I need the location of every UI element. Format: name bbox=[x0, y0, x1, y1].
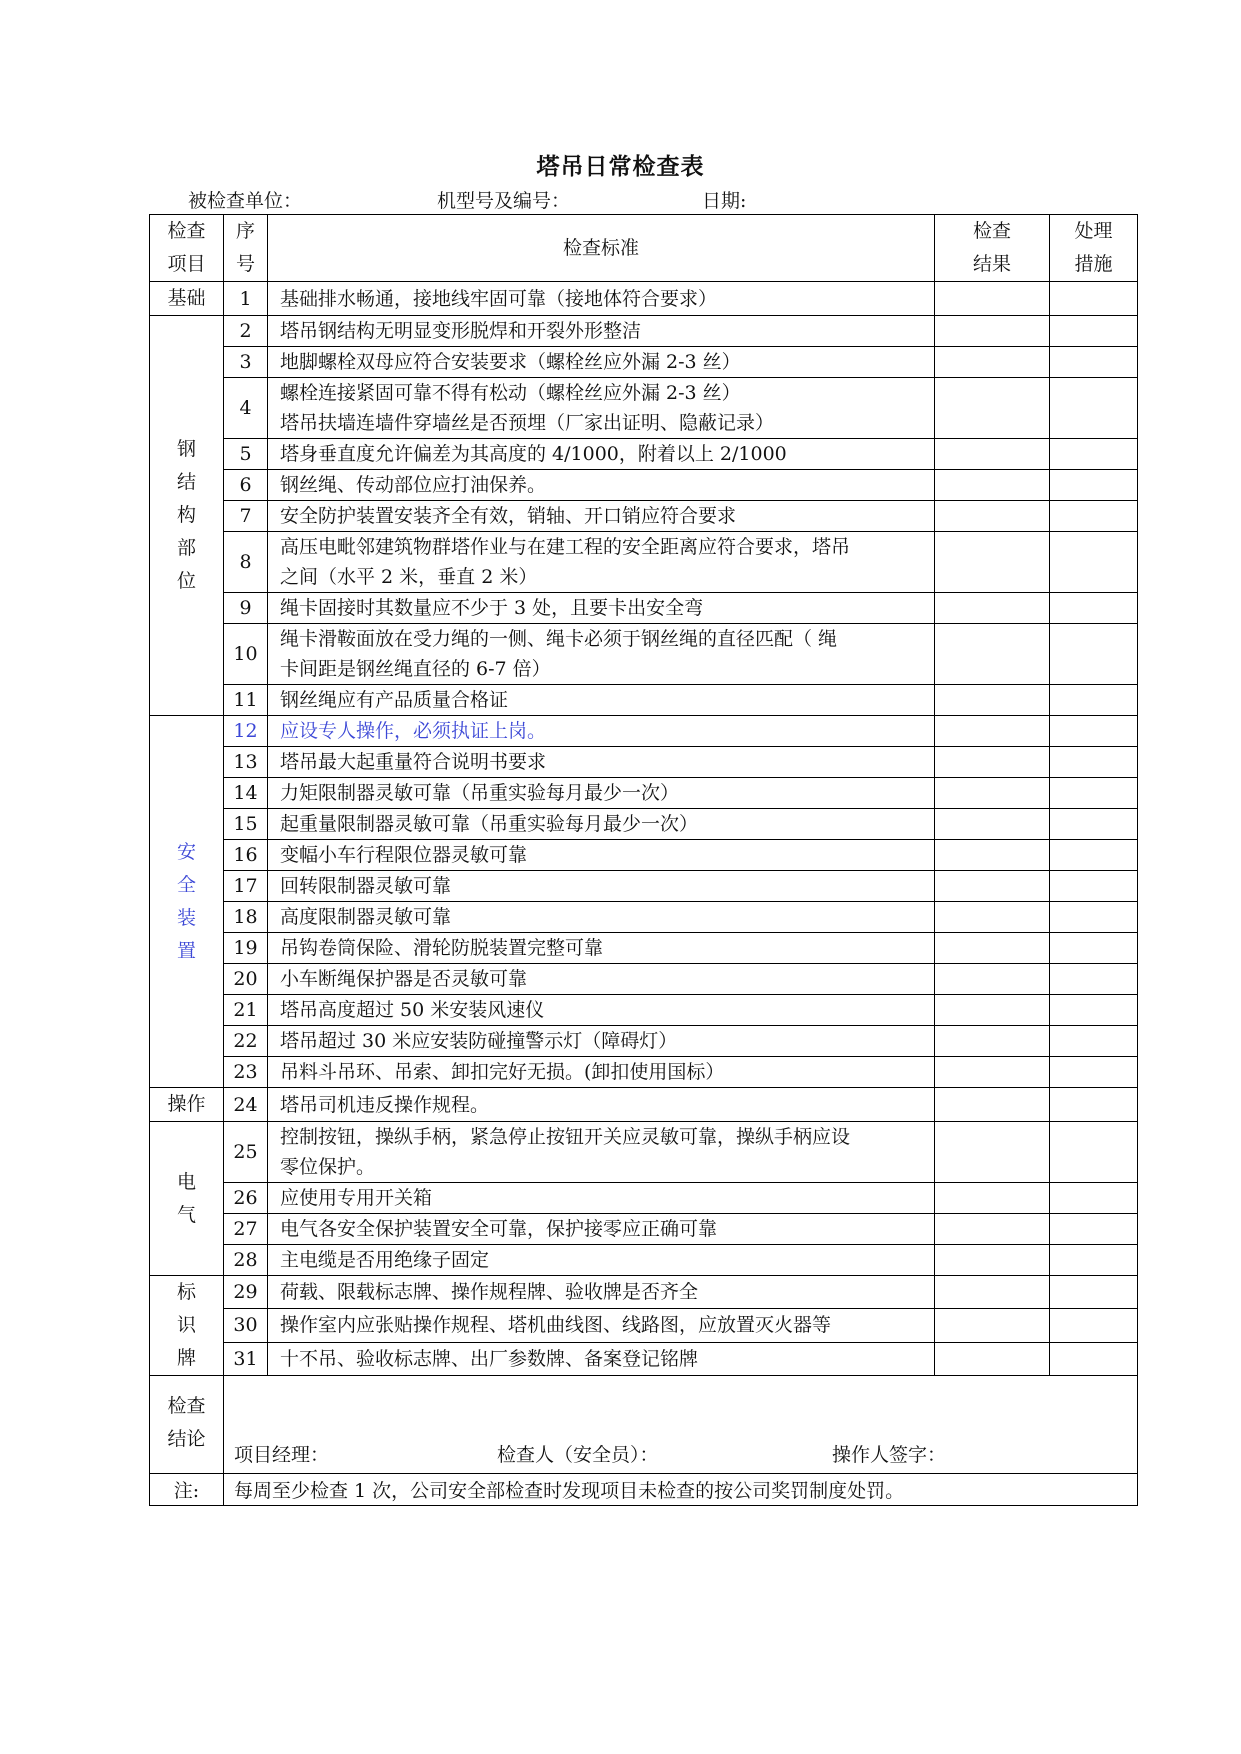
inspection-standard: 操作室内应张贴操作规程、塔机曲线图、线路图，应放置灭火器等 bbox=[268, 1309, 935, 1342]
result-cell[interactable] bbox=[935, 347, 1050, 378]
action-cell[interactable] bbox=[1050, 347, 1138, 378]
inspection-standard: 高压电毗邻建筑物群塔作业与在建工程的安全距离应符合要求，塔吊 之间（水平 2 米，垂直 2 米） bbox=[268, 532, 935, 593]
result-cell[interactable] bbox=[935, 1026, 1050, 1057]
result-cell[interactable] bbox=[935, 470, 1050, 501]
item-number: 31 bbox=[224, 1342, 268, 1375]
result-cell[interactable] bbox=[935, 1122, 1050, 1183]
result-cell[interactable] bbox=[935, 685, 1050, 716]
table-row bbox=[150, 1276, 1138, 1309]
action-cell[interactable] bbox=[1050, 1183, 1138, 1214]
category-cell: 钢 结 构 部 位 bbox=[150, 316, 224, 716]
item-number: 1 bbox=[224, 282, 268, 316]
inspection-standard: 塔吊超过 30 米应安装防碰撞警示灯（障碍灯） bbox=[268, 1026, 935, 1057]
inspector-label: 检查人（安全员）： bbox=[497, 1443, 659, 1466]
table-row bbox=[150, 964, 1138, 995]
result-cell[interactable] bbox=[935, 995, 1050, 1026]
table-row bbox=[150, 747, 1138, 778]
result-cell[interactable] bbox=[935, 1309, 1050, 1342]
inspection-standard: 塔吊最大起重量符合说明书要求 bbox=[268, 747, 935, 778]
category-cell: 基础 bbox=[150, 282, 224, 316]
inspection-standard: 电气各安全保护装置安全可靠，保护接零应正确可靠 bbox=[268, 1214, 935, 1245]
inspection-standard: 高度限制器灵敏可靠 bbox=[268, 902, 935, 933]
item-number: 10 bbox=[224, 624, 268, 685]
action-cell[interactable] bbox=[1050, 470, 1138, 501]
action-cell[interactable] bbox=[1050, 1026, 1138, 1057]
inspection-standard: 绳卡固接时其数量应不少于 3 处，且要卡出安全弯 bbox=[268, 593, 935, 624]
result-cell[interactable] bbox=[935, 933, 1050, 964]
action-cell[interactable] bbox=[1050, 282, 1138, 316]
conclusion-row bbox=[150, 1376, 1138, 1474]
table-row bbox=[150, 316, 1138, 347]
result-cell[interactable] bbox=[935, 964, 1050, 995]
item-number: 27 bbox=[224, 1214, 268, 1245]
action-cell[interactable] bbox=[1050, 685, 1138, 716]
result-cell[interactable] bbox=[935, 593, 1050, 624]
table-row bbox=[150, 1183, 1138, 1214]
table-row bbox=[150, 840, 1138, 871]
item-number: 28 bbox=[224, 1245, 268, 1276]
item-number: 3 bbox=[224, 347, 268, 378]
table-row bbox=[150, 933, 1138, 964]
action-cell[interactable] bbox=[1050, 378, 1138, 439]
table-row bbox=[150, 1057, 1138, 1088]
table-row bbox=[150, 1245, 1138, 1276]
item-number: 9 bbox=[224, 593, 268, 624]
action-cell[interactable] bbox=[1050, 1088, 1138, 1122]
category-cell: 标 识 牌 bbox=[150, 1276, 224, 1376]
action-cell[interactable] bbox=[1050, 778, 1138, 809]
inspection-standard: 回转限制器灵敏可靠 bbox=[268, 871, 935, 902]
inspection-standard: 吊钩卷筒保险、滑轮防脱装置完整可靠 bbox=[268, 933, 935, 964]
inspection-standard: 荷载、限载标志牌、操作规程牌、验收牌是否齐全 bbox=[268, 1276, 935, 1309]
action-cell[interactable] bbox=[1050, 624, 1138, 685]
result-cell[interactable] bbox=[935, 378, 1050, 439]
action-cell[interactable] bbox=[1050, 1214, 1138, 1245]
table-row bbox=[150, 716, 1138, 747]
inspection-standard: 应设专人操作，必须执证上岗。 bbox=[268, 716, 935, 747]
action-cell[interactable] bbox=[1050, 964, 1138, 995]
table-row bbox=[150, 871, 1138, 902]
table-row bbox=[150, 347, 1138, 378]
action-cell[interactable] bbox=[1050, 995, 1138, 1026]
inspection-standard: 控制按钮，操纵手柄，紧急停止按钮开关应灵敏可靠，操纵手柄应设 零位保护。 bbox=[268, 1122, 935, 1183]
model-number-label: 机型号及编号： bbox=[437, 190, 571, 212]
item-number: 6 bbox=[224, 470, 268, 501]
result-cell[interactable] bbox=[935, 624, 1050, 685]
inspection-standard: 基础排水畅通，接地线牢固可靠（接地体符合要求） bbox=[268, 282, 935, 316]
inspection-standard: 安全防护装置安装齐全有效，销轴、开口销应符合要求 bbox=[268, 501, 935, 532]
table-row bbox=[150, 1122, 1138, 1183]
inspection-standard: 绳卡滑鞍面放在受力绳的一侧、绳卡必须于钢丝绳的直径匹配（ 绳 卡间距是钢丝绳直径的 6-7 倍） bbox=[268, 624, 935, 685]
item-number: 12 bbox=[224, 716, 268, 747]
table-row bbox=[150, 593, 1138, 624]
action-cell[interactable] bbox=[1050, 501, 1138, 532]
table-row bbox=[150, 501, 1138, 532]
item-number: 4 bbox=[224, 378, 268, 439]
header-action: 处理 措施 bbox=[1050, 215, 1138, 282]
inspection-standard: 塔吊钢结构无明显变形脱焊和开裂外形整洁 bbox=[268, 316, 935, 347]
result-cell[interactable] bbox=[935, 1088, 1050, 1122]
inspected-unit-label: 被检查单位： bbox=[188, 190, 303, 212]
action-cell[interactable] bbox=[1050, 871, 1138, 902]
table-row bbox=[150, 624, 1138, 685]
table-row bbox=[150, 1309, 1138, 1342]
table-row bbox=[150, 778, 1138, 809]
inspection-standard: 变幅小车行程限位器灵敏可靠 bbox=[268, 840, 935, 871]
action-cell[interactable] bbox=[1050, 902, 1138, 933]
item-number: 18 bbox=[224, 902, 268, 933]
table-row bbox=[150, 439, 1138, 470]
action-cell[interactable] bbox=[1050, 593, 1138, 624]
item-number: 26 bbox=[224, 1183, 268, 1214]
note-text: 每周至少检查 1 次，公司安全部检查时发现项目未检查的按公司奖罚制度处罚。 bbox=[224, 1474, 1138, 1506]
result-cell[interactable] bbox=[935, 1342, 1050, 1375]
inspection-standard: 应使用专用开关箱 bbox=[268, 1183, 935, 1214]
action-cell[interactable] bbox=[1050, 1122, 1138, 1183]
item-number: 5 bbox=[224, 439, 268, 470]
result-cell[interactable] bbox=[935, 439, 1050, 470]
item-number: 20 bbox=[224, 964, 268, 995]
result-cell[interactable] bbox=[935, 809, 1050, 840]
operator-signature-label: 操作人签字： bbox=[832, 1443, 947, 1466]
header-standard: 检查标准 bbox=[268, 215, 935, 282]
action-cell[interactable] bbox=[1050, 1245, 1138, 1276]
item-number: 17 bbox=[224, 871, 268, 902]
table-row bbox=[150, 470, 1138, 501]
inspection-standard: 力矩限制器灵敏可靠（吊重实验每月最少一次） bbox=[268, 778, 935, 809]
item-number: 2 bbox=[224, 316, 268, 347]
category-cell: 安 全 装 置 bbox=[150, 716, 224, 1088]
category-cell: 电 气 bbox=[150, 1122, 224, 1276]
result-cell[interactable] bbox=[935, 902, 1050, 933]
item-number: 8 bbox=[224, 532, 268, 593]
item-number: 14 bbox=[224, 778, 268, 809]
item-number: 13 bbox=[224, 747, 268, 778]
note-label: 注: bbox=[150, 1474, 224, 1506]
table-row bbox=[150, 282, 1138, 316]
header-row bbox=[150, 215, 1138, 282]
inspection-standard: 塔吊司机违反操作规程。 bbox=[268, 1088, 935, 1122]
header-result: 检查 结果 bbox=[935, 215, 1050, 282]
table-row bbox=[150, 685, 1138, 716]
inspection-standard: 起重量限制器灵敏可靠（吊重实验每月最少一次） bbox=[268, 809, 935, 840]
inspection-standard: 钢丝绳、传动部位应打油保养。 bbox=[268, 470, 935, 501]
inspection-table bbox=[149, 214, 1138, 1506]
action-cell[interactable] bbox=[1050, 1342, 1138, 1375]
item-number: 11 bbox=[224, 685, 268, 716]
table-row bbox=[150, 902, 1138, 933]
item-number: 29 bbox=[224, 1276, 268, 1309]
action-cell[interactable] bbox=[1050, 1057, 1138, 1088]
result-cell[interactable] bbox=[935, 1245, 1050, 1276]
item-number: 30 bbox=[224, 1309, 268, 1342]
result-cell[interactable] bbox=[935, 716, 1050, 747]
inspection-standard: 塔吊高度超过 50 米安装风速仪 bbox=[268, 995, 935, 1026]
inspection-standard: 钢丝绳应有产品质量合格证 bbox=[268, 685, 935, 716]
item-number: 19 bbox=[224, 933, 268, 964]
result-cell[interactable] bbox=[935, 747, 1050, 778]
project-manager-label: 项目经理： bbox=[234, 1443, 330, 1466]
result-cell[interactable] bbox=[935, 316, 1050, 347]
form-title: 塔吊日常检查表 bbox=[536, 153, 705, 180]
item-number: 23 bbox=[224, 1057, 268, 1088]
inspection-standard: 塔身垂直度允许偏差为其高度的 4/1000，附着以上 2/1000 bbox=[268, 439, 935, 470]
header-category: 检查 项目 bbox=[150, 215, 224, 282]
inspection-standard: 小车断绳保护器是否灵敏可靠 bbox=[268, 964, 935, 995]
result-cell[interactable] bbox=[935, 1183, 1050, 1214]
action-cell[interactable] bbox=[1050, 316, 1138, 347]
conclusion-sign-area[interactable] bbox=[224, 1376, 1138, 1474]
action-cell[interactable] bbox=[1050, 439, 1138, 470]
item-number: 25 bbox=[224, 1122, 268, 1183]
inspection-standard: 主电缆是否用绝缘子固定 bbox=[268, 1245, 935, 1276]
action-cell[interactable] bbox=[1050, 809, 1138, 840]
table-row bbox=[150, 1214, 1138, 1245]
result-cell[interactable] bbox=[935, 532, 1050, 593]
category-cell: 操作 bbox=[150, 1088, 224, 1122]
table-row bbox=[150, 1088, 1138, 1122]
action-cell[interactable] bbox=[1050, 716, 1138, 747]
inspection-standard: 十不吊、验收标志牌、出厂参数牌、备案登记铭牌 bbox=[268, 1342, 935, 1375]
result-cell[interactable] bbox=[935, 501, 1050, 532]
table-row bbox=[150, 1342, 1138, 1375]
result-cell[interactable] bbox=[935, 778, 1050, 809]
item-number: 24 bbox=[224, 1088, 268, 1122]
item-number: 16 bbox=[224, 840, 268, 871]
item-number: 22 bbox=[224, 1026, 268, 1057]
inspection-standard: 螺栓连接紧固可靠不得有松动（螺栓丝应外漏 2-3 丝） 塔吊扶墙连墙件穿墙丝是否预埋（厂家出证明、隐蔽记录） bbox=[268, 378, 935, 439]
result-cell[interactable] bbox=[935, 1276, 1050, 1309]
action-cell[interactable] bbox=[1050, 840, 1138, 871]
inspection-standard: 吊料斗吊环、吊索、卸扣完好无损。(卸扣使用国标） bbox=[268, 1057, 935, 1088]
action-cell[interactable] bbox=[1050, 1276, 1138, 1309]
table-row bbox=[150, 378, 1138, 439]
action-cell[interactable] bbox=[1050, 532, 1138, 593]
table-row bbox=[150, 1026, 1138, 1057]
note-row bbox=[150, 1474, 1138, 1506]
action-cell[interactable] bbox=[1050, 933, 1138, 964]
result-cell[interactable] bbox=[935, 1057, 1050, 1088]
item-number: 7 bbox=[224, 501, 268, 532]
date-label: 日期: bbox=[702, 190, 747, 212]
result-cell[interactable] bbox=[935, 1214, 1050, 1245]
action-cell[interactable] bbox=[1050, 1309, 1138, 1342]
item-number: 21 bbox=[224, 995, 268, 1026]
table-row bbox=[150, 809, 1138, 840]
conclusion-label: 检查 结论 bbox=[150, 1376, 224, 1474]
header-number: 序 号 bbox=[224, 215, 268, 282]
table-row bbox=[150, 532, 1138, 593]
table-row bbox=[150, 995, 1138, 1026]
result-cell[interactable] bbox=[935, 871, 1050, 902]
item-number: 15 bbox=[224, 809, 268, 840]
result-cell[interactable] bbox=[935, 282, 1050, 316]
action-cell[interactable] bbox=[1050, 747, 1138, 778]
inspection-standard: 地脚螺栓双母应符合安装要求（螺栓丝应外漏 2-3 丝） bbox=[268, 347, 935, 378]
result-cell[interactable] bbox=[935, 840, 1050, 871]
